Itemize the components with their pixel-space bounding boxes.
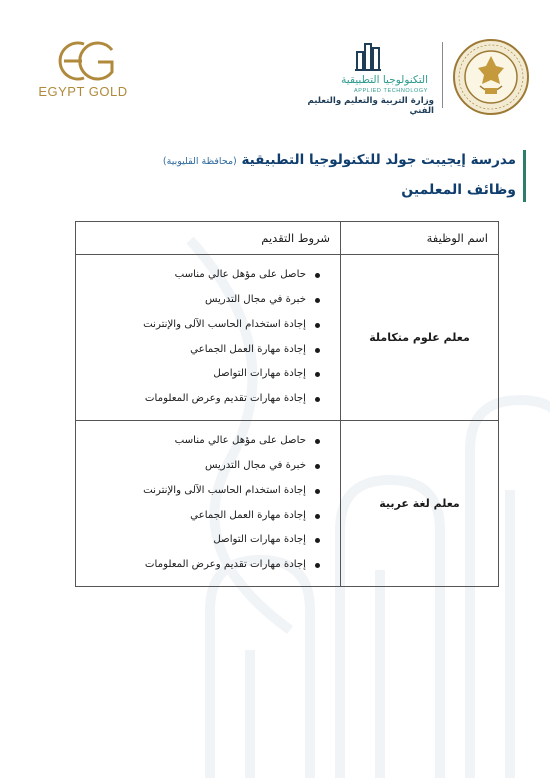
list-item: إجادة مهارات التواصل bbox=[84, 362, 320, 387]
governorate-label: (محافظة القليوبية) bbox=[162, 156, 237, 167]
list-item: إجادة استخدام الحاسب الآلى والإنترنت bbox=[84, 313, 320, 338]
list-item: إجادة استخدام الحاسب الآلى والإنترنت bbox=[84, 479, 320, 504]
list-item: إجادة مهارات التواصل bbox=[84, 528, 320, 553]
egypt-gold-text: EGYPT GOLD bbox=[38, 84, 128, 99]
list-item: خبرة في مجال التدريس bbox=[84, 454, 320, 479]
table-header-row bbox=[76, 222, 499, 255]
job-name-cell: معلم لغة عربية bbox=[341, 421, 499, 587]
table-row bbox=[76, 421, 499, 587]
header-requirements: شروط التقديم bbox=[76, 222, 341, 255]
list-item: حاصل على مؤهل عالي مناسب bbox=[84, 429, 320, 454]
requirements-list bbox=[84, 263, 320, 411]
list-item: إجادة مهارة العمل الجماعي bbox=[84, 338, 320, 363]
applied-technology-english: APPLIED TECHNOLOGY bbox=[354, 88, 428, 94]
ministry-seal-icon bbox=[452, 38, 530, 116]
applied-technology-icon bbox=[353, 38, 383, 74]
list-item: حاصل على مؤهل عالي مناسب bbox=[84, 263, 320, 288]
header-job-name: اسم الوظيفة bbox=[341, 222, 499, 255]
title-accent-bar bbox=[523, 150, 526, 202]
requirements-cell bbox=[76, 255, 341, 421]
page-header bbox=[0, 0, 550, 125]
table-row bbox=[76, 255, 499, 421]
list-item: إجادة مهارة العمل الجماعي bbox=[84, 504, 320, 529]
requirements-cell bbox=[76, 421, 341, 587]
egypt-gold-logo bbox=[28, 38, 138, 104]
list-item: إجادة مهارات تقديم وعرض المعلومات bbox=[84, 553, 320, 578]
applied-technology-logo bbox=[300, 38, 434, 116]
ministry-name: وزارة التربية والتعليم والتعليم الفني bbox=[307, 96, 434, 116]
header-divider bbox=[442, 42, 443, 108]
list-item: إجادة مهارات تقديم وعرض المعلومات bbox=[84, 387, 320, 412]
school-name: مدرسة إيجيبت جولد للتكنولوجيا التطبيقية bbox=[241, 152, 516, 168]
applied-technology-arabic: التكنولوجيا التطبيقية bbox=[341, 74, 428, 86]
school-title bbox=[36, 152, 516, 168]
job-name-cell: معلم علوم متكاملة bbox=[341, 255, 499, 421]
list-item: خبرة في مجال التدريس bbox=[84, 288, 320, 313]
jobs-table bbox=[75, 221, 499, 587]
egypt-gold-mark-icon bbox=[50, 38, 122, 84]
requirements-list bbox=[84, 429, 320, 577]
section-title: وظائف المعلمين bbox=[401, 182, 516, 198]
